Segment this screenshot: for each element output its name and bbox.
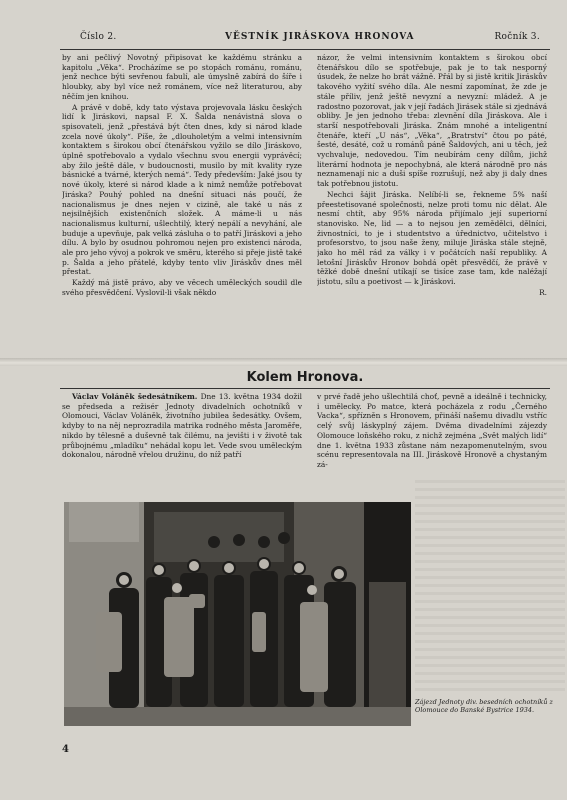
photo-caption: Zájezd Jednoty div. besedních ochotníků z Olomouce do Banské Bystrice 1934. — [415, 698, 553, 714]
article-signature: R. — [539, 287, 547, 297]
bottom-left-column — [62, 392, 302, 496]
top-right-column — [317, 53, 547, 355]
group-photograph — [64, 502, 411, 726]
paper-fold — [0, 358, 567, 366]
page-number: 4 — [62, 744, 69, 755]
top-left-column — [62, 53, 302, 355]
news-paragraph-continued: v prvé řadě jeho ušlechtilá choť, pevně a ideálně i technicky, i umělecky. Po matce, která pocházela z rodu „Černého Vacka“, spřízněn s Hronovem, přináší našemu divadlu vstříc celý svůj láskyplný zájem. Dvěma divadelními zájezdy Olomouce loňského roku, z nichž zejména „Svět malých lidí“ dne 1. května 1933 zůstane nám nezapomenutelným, svou scénu representovala na III. Jiráskově Hronově a chystaným zá- — [317, 392, 547, 469]
news-lead: Václav Voláněk šedesátníkem. — [72, 392, 198, 401]
news-paragraph — [62, 392, 302, 460]
page-header — [80, 32, 540, 48]
article-paragraph: názor, že velmi intensivním kontaktem s širokou obcí čtenářskou dílo se spotřebuje, pak je to tak nesporný úsudek, že nelze ho brát vážně. Přál by si jistě kritik Jiráskův takového vyžití svého díla. Ale nesmí zapomínat, že zde je stále příliv, jenž ještě nevyzní a nevyzní: mládež. A je radostno pozorovat, jak v její řadách Jirásek stále si zjednává obliby. Je jen jednoho třeba: zlevnění díla Jiráskova. Ale i starší nespotřebovali Jiráska. Znám mnohé a inteligentní čtenáře, kteří „U nás“, „Věka“, „Bratrství“ čtou po páté, šesté, desáté, což u románů páně Šaldových, ani u těch, jež vychvaluje, nedovedou. Tím neubírám ceny dílům, jichž literární hodnota je nepochybná, ale která národně pro nás neznamenají nic a duši spíše rozrušují, než aby ji daly dnes tak potřebnou jistotu. — [317, 53, 547, 189]
issue-number: Číslo 2. — [80, 32, 117, 42]
volume-number: Ročník 3. — [494, 32, 540, 42]
article-paragraph: by ani pečlivý Novotný připisovat ke každému stránku a kapitolu „Věka“. Procházíme se po stopách románu, románu, jenž nechce býti sevřenou fabulí, ale úmyslně zabírá do šíře i hloubky, aby byl více než románem, více než literaturou, aby něčím jen knihou. — [62, 53, 302, 101]
photo-image — [64, 502, 411, 726]
bleed-through-text — [415, 480, 565, 695]
news-text: Dne 13. května 1934 dožil se předseda a režisér Jednoty divadelních ochotníků v Olomouci, Václav Voláněk, životního jubilea šedesátky. Ovšem, kdyby to na něj neprozradila matrika rodného města Jaroměře, nikdo by tělesně a duševně tak čilému, na jevišti i v životě tak průbojnému „mladíku“ nehádal kopu let. Vede svou uměleckým dokonalou, národně vřelou družinu, do níž patří — [62, 392, 302, 460]
section-title: Kolem Hronova. — [246, 370, 364, 385]
section-rule — [60, 388, 550, 389]
journal-title: VĚSTNÍK JIRÁSKOVA HRONOVA — [225, 32, 415, 42]
article-paragraph: Nechci šájit Jiráska. Nelíbí-li se, řekneme 5% naší přeestetisované společnosti, nelze proti tomu nic dělat. Ale nesmí chtít, aby 95% národa přijímalo její superiorní stanovisko. Ne, lid — a to nejsou jen zemědělci, dělníci, živnostníci, to je i studentstvo a úřednictvo, učitelstvo i profesorstvo, to jsou naše ženy, miluje Jiráska stále stejně, jako ho měl rád za války i v počátcích naší republiky. A letošní Jiráskův Hronov bohdá opět přesvědčí, že právě v těžké době dnešní utíkají se tisíce zase tam, kde naléžají jistotu, sílu a poetivost — k Jiráskovi. — [317, 189, 547, 287]
article-paragraph: A právě v době, kdy tato výstava projevovala lásku českých lidí k Jiráskovi, napsal F. X. Šalda nenávistná slova o spisovateli, jenž „přestává být čten dnes, kdy si národ klade zcela nové úkoly“. Píše, že „dlouholetým a velmi intensivním kontaktem s širokou obcí čtenářskou vyžilo se dílo Jiráskovo, úplně spotřebovalo a vydalo všechnu svou energii vyprávěcí; aby žilo ještě dále, v budoucnosti, musilo by mít kvality ryze básnické a tvárné, kterých nemá“. Tedy především: Jaké jsou ty nové úkoly, které si národ klade a k nimž nemůže potřebovat Jiráska? Pouhý pohled na dnešní situaci nás poučí, že nacionalismus je dnes nejen v cizině, ale také u nás z nejsilnějších existenčních složek. A máme-li u nás nacionalismus kulturní, ušlechtilý, který nepálí a nevyhání, ale buduje a upevňuje, pak velká zásluha o to patří Jiráskovi a jeho dílu. A bylo by osudnou pohromou nejen pro existenci národa, ale pro jeho vývoj a pokrok ve směru, kterého si přeje jistě také p. Šalda a jeho přátelé, kdyby tento vliv Jiráskův dnes měl přestat. — [62, 102, 302, 277]
header-rule — [60, 49, 550, 50]
article-paragraph: Každý má jistě právo, aby ve věcech uměleckých soudil dle svého přesvědčení. Vyslovil-li však někdo — [62, 278, 302, 297]
